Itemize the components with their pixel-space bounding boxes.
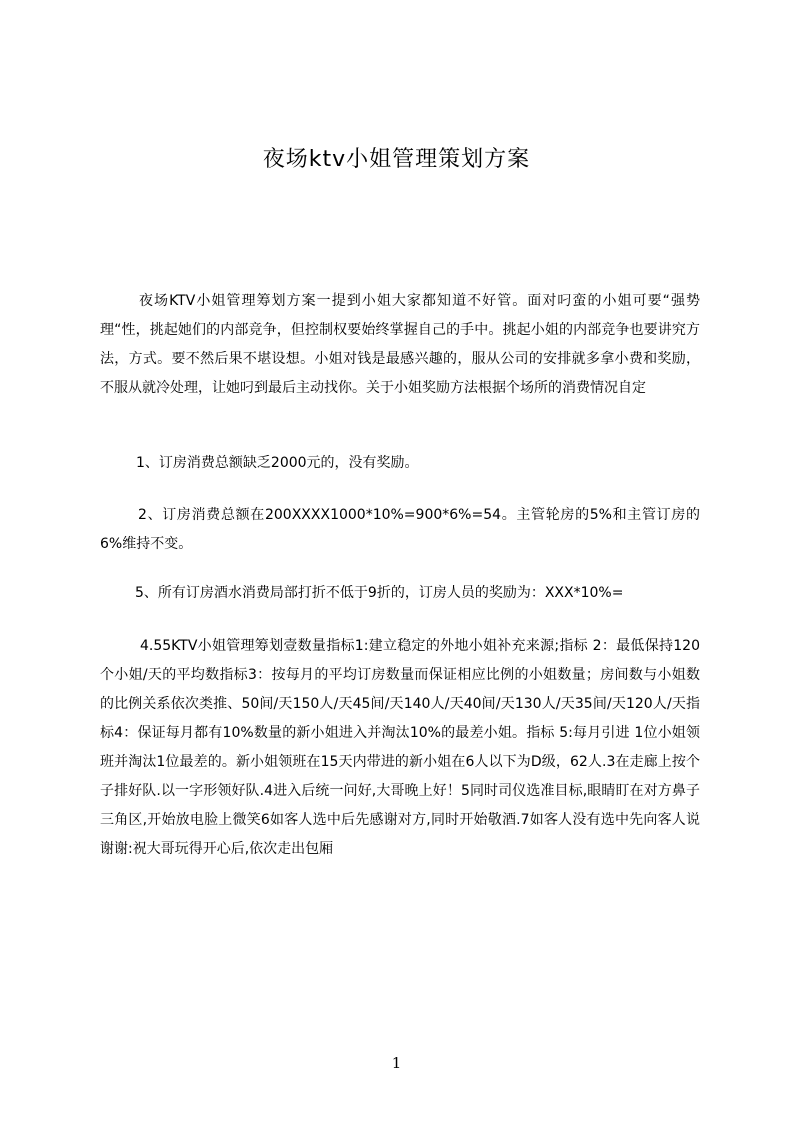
item-5-paragraph: 5、所有订房酒水消费局部打折不低于9折的，订房人员的奖励为：XXX*10%= <box>135 585 624 601</box>
page-number: 1 <box>391 1054 402 1072</box>
item-1-paragraph: 1、订房消费总额缺乏2000元的，没有奖励。 <box>136 455 419 471</box>
intro-paragraph: 夜场KTV小姐管理筹划方案一提到小姐大家都知道不好管。面对叼蛮的小姐可要“强势理“性，挑起她们的内部竞争，但控制权要始终掌握自己的手中。挑起小姐的内部竞争也要讲究方法，方式。要不然后果不堪设想。小姐对钱是最感兴趣的，服从公司的安排就多拿小费和奖励，不服从就冷处理，让她叼到最后主动找你。关于小姐奖励方法根据个场所的消费情况自定 <box>100 293 700 396</box>
document-title: 夜场ktv小姐管理策划方案 <box>262 147 531 172</box>
item-4-55-paragraph: 4.55KTV小姐管理筹划壹数量指标1:建立稳定的外地小姐补充来源;指标 2：最低保持120个小姐/天的平均数指标3：按每月的平均订房数量而保证相应比例的小姐数量；房间数与小姐数的比例关系依次类推、50间/天150人/天45间/天140人/天40间/天130人/天35间/天120人/天指标4：保证每月都有10%数量的新小姐进入并淘汰10%的最差小姐。指标 5:每月引进 1位小姐领班并淘汰1位最差的。新小姐领班在15天内带进的新小姐在6人以下为D级，62人.3在走廊上按个子排好队.以一字形领好队.4进入后统一问好,大哥晚上好！5同时司仪选准目标,眼睛盯在对方鼻子三角区,开始放电脸上微笑6如客人选中后先感谢对方,同时开始敬酒.7如客人没有选中先向客人说谢谢:祝大哥玩得开心后,依次走出包厢 <box>100 638 700 857</box>
item-2-paragraph: 2、订房消费总额在200XXXX1000*10%=900*6%=54。主管轮房的5%和主管订房的6%维持不变。 <box>100 507 700 552</box>
